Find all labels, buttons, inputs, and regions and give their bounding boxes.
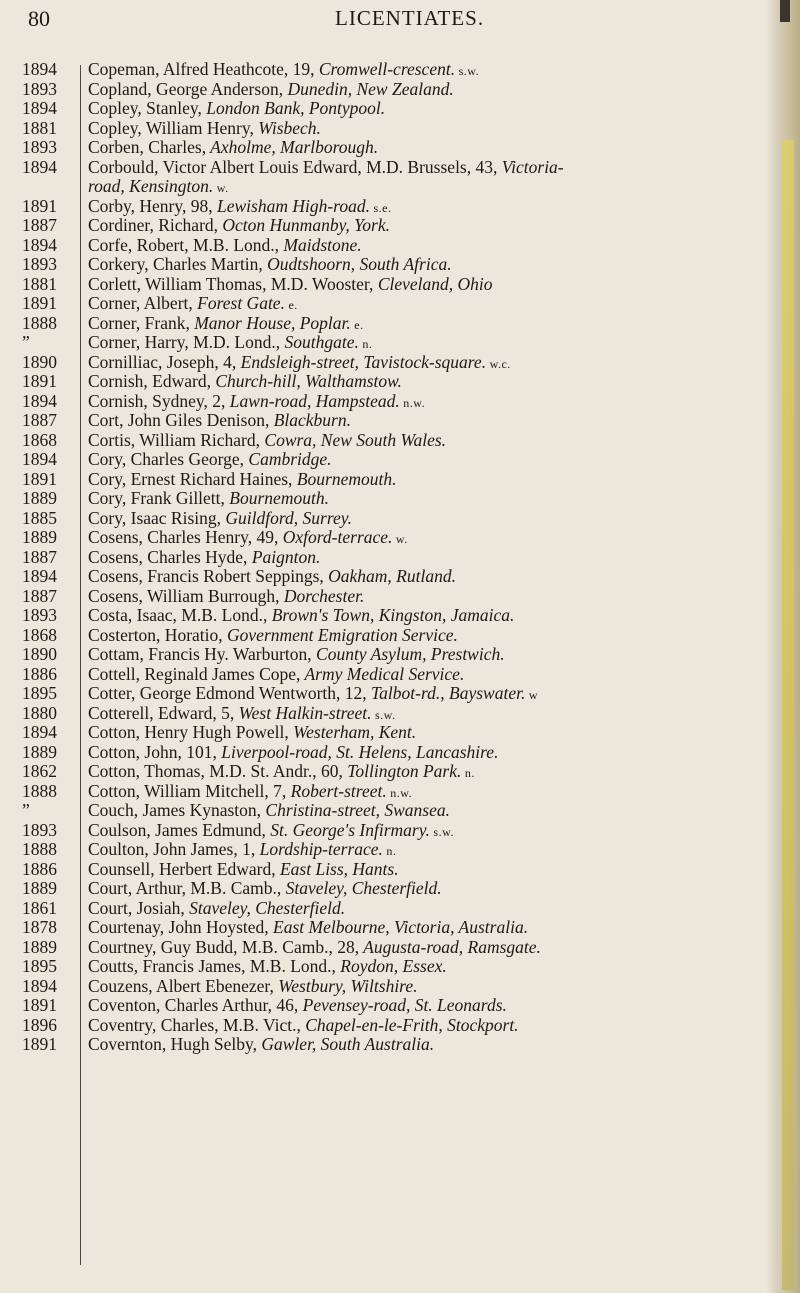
entry-name: Cort, John Giles Denison, [88,410,270,430]
entry-line [88,392,768,412]
entry-line [88,119,768,139]
entry-address: London Bank, Pontypool. [201,98,386,118]
entry-year: 1885 [22,507,57,528]
entry-address: Cowra, New South Wales. [260,429,447,450]
entry-year: 1893 [22,605,57,625]
entry-year: 1889 [22,878,57,898]
entry-line [88,782,768,802]
entry-line [88,762,768,782]
entry-year: 1894 [22,566,57,586]
entry-district: e. [350,317,364,332]
entry-line [88,899,768,919]
entry-address: Liverpool-road, St. Helens, Lancashire. [216,741,499,762]
entry-address: Christina-street, Swansea. [261,800,450,820]
entry-line [88,665,768,685]
entry-year: 1891 [22,195,57,216]
entry-name: Cory, Frank Gillett, [88,488,225,508]
entry-line [88,977,768,997]
entry-address: Lewisham High-road. [212,195,370,216]
entry-name: Cornilliac, Joseph, [88,351,219,372]
entry-name: Cosens, Francis Robert Seppings, [88,566,324,586]
entry-line [88,236,768,256]
entry-name: Copley, William Henry, [88,117,254,138]
entry-line [88,255,768,275]
entry-year: 1886 [22,663,57,684]
entry-line [88,372,768,392]
entry-name: Court, Arthur, M.B. Camb., [88,878,282,898]
entry-name: Couzens, Albert Ebenezer, [88,975,274,996]
entry-address: Victoria- [497,156,564,177]
entry-number: 7, [268,780,287,801]
entry-number: 4, [218,351,237,372]
entry-line [88,704,768,724]
entry-year: 1886 [22,858,57,879]
entry-number: 2, [207,390,226,411]
entry-year: 1889 [22,488,57,508]
entry-number: 5, [216,702,235,723]
entry-name: Cottam, Francis Hy. Warburton, [88,644,312,664]
entry-name: Cosens, Charles Henry, [88,527,253,547]
entry-address: road, Kensington. [88,176,214,196]
entry-year: 1881 [22,117,57,138]
entry-address: East Liss, Hants. [275,858,399,879]
entry-name: Coventry, Charles, M.B. Vict., [88,1014,301,1035]
entry-name: Cory, Ernest Richard Haines, [88,468,293,489]
entry-line [88,216,768,236]
entry-name: Court, Josiah, [88,897,185,918]
entry-year: 1862 [22,761,57,781]
entry-address: Dunedin, New Zealand. [283,78,454,99]
entry-line [88,860,768,880]
entry-name: Cory, Charles George, [88,449,245,469]
entry-name: Courtenay, John Hoysted, [88,917,269,937]
entry-name: Corbould, Victor Albert Louis Edward, M.D. Brussels, [88,156,472,177]
entry-year: 1861 [22,897,57,918]
entry-district: s.w. [429,824,454,839]
entry-year: 1894 [22,59,57,79]
entry-address: Southgate. [280,332,359,352]
entry-number: 12, [340,683,367,703]
entry-year: 1868 [22,624,57,645]
entry-line [88,918,768,938]
entry-year: 1894 [22,156,57,177]
entry-address: Oudtshoorn, South Africa. [262,254,452,274]
entry-year: 1890 [22,351,57,372]
entry-name: Cotton, Thomas, M.D. St. Andr., [88,761,317,781]
entry-name: Cosens, William Burrough, [88,585,280,606]
year-column [22,60,78,1055]
entry-line [88,528,768,548]
entry-name: Corner, Harry, M.D. Lond., [88,332,281,352]
entry-address: Manor House, Poplar. [189,312,351,333]
entry-year: 1888 [22,312,57,333]
entry-address: Cleveland, Ohio [373,273,493,294]
entry-address: County Asylum, Prestwich. [311,644,505,664]
entry-district: s.w. [371,707,396,722]
entry-name: Couch, James Kynaston, [88,800,262,820]
entry-address: Endsleigh-street, Tavistock-square. [236,351,487,372]
entry-district: n.w. [399,395,426,410]
entry-year: 1894 [22,234,57,255]
entry-year: ” [22,800,30,820]
entry-number: 28, [332,936,360,957]
entry-number: 49, [252,527,279,547]
entry-address: Brown's Town, Kingston, Jamaica. [267,605,515,625]
entry-address: Augusta-road, Ramsgate. [359,936,541,957]
entry-line [88,938,768,958]
entry-year: 1894 [22,449,57,469]
entry-number: 19, [288,59,315,79]
entry-year: ” [22,332,30,352]
entry-address: Cambridge. [244,449,332,469]
entry-year: 1893 [22,254,57,274]
entry-line [88,431,768,451]
entry-address: Staveley, Chesterfield. [184,897,346,918]
entry-name: Costa, Isaac, M.B. Lond., [88,605,268,625]
entry-name: Cornish, Sydney, [88,390,208,411]
page-edge-gilt [782,140,794,1290]
entry-name: Cotton, John, [88,741,182,762]
entry-year: 1888 [22,839,57,859]
entry-line [88,957,768,977]
entry-name: Courtney, Guy Budd, M.B. Camb., [88,936,333,957]
entry-district: w.c. [486,356,511,371]
entry-year: 1896 [22,1014,57,1035]
entry-line [88,743,768,763]
entry-name: Covernton, Hugh Selby, [88,1034,257,1054]
entry-line [88,177,768,197]
entry-name: Corner, Frank, [88,312,190,333]
entry-year: 1890 [22,644,57,664]
entry-line [88,450,768,470]
entry-year: 1889 [22,741,57,762]
page-edge-mark [780,0,790,22]
entry-line [88,801,768,821]
entry-line [88,470,768,490]
entry-address: Westbury, Wiltshire. [273,975,418,996]
entry-year: 1888 [22,780,57,801]
entry-line [88,333,768,353]
entry-address: Lordship-terrace. [255,839,383,859]
entry-address: Westerham, Kent. [288,722,417,742]
entry-line [88,158,768,178]
entry-address: Guildford, Surrey. [221,507,352,528]
entry-name: Cory, Isaac Rising, [88,507,222,528]
entry-name: Cotton, Henry Hugh Powell, [88,722,289,742]
entry-line [88,197,768,217]
entry-line [88,879,768,899]
entry-address: Army Medical Service. [300,663,465,684]
entry-name: Cordiner, Richard, [88,215,219,235]
entry-year: 1891 [22,293,57,313]
entry-year [22,177,78,197]
entry-line [88,587,768,607]
entry-address: Talbot-rd., Bayswater. [366,683,526,703]
entry-district: n. [358,337,373,351]
column-divider [80,65,81,1265]
entry-address: Blackburn. [269,410,351,430]
entry-address: Octon Hunmanby, York. [218,215,390,235]
entry-year: 1889 [22,936,57,957]
entry-year: 1891 [22,1034,57,1054]
entry-address: Gawler, South Australia. [257,1034,435,1054]
entry-number: 98, [186,195,213,216]
entry-district: w. [213,181,229,195]
entry-line [88,548,768,568]
entry-line [88,1016,768,1036]
entry-name: Copley, Stanley, [88,98,202,118]
entry-address: Forest Gate. [192,293,285,313]
entry-name: Counsell, Herbert Edward, [88,858,276,879]
entry-line [88,353,768,373]
entry-address: Chapel-en-le-Frith, Stockport. [300,1014,519,1035]
entry-name: Costerton, Horatio, [88,624,223,645]
entry-name: Corben, Charles, [88,137,207,157]
entry-year: 1893 [22,819,57,840]
entry-district: n.w. [386,785,413,800]
entry-address: Bournemouth. [224,488,329,508]
entry-line [88,840,768,860]
entry-name: Coulson, James Edmund, [88,819,266,840]
entry-name: Coventon, Charles Arthur, [88,995,272,1015]
entry-year: 1868 [22,429,57,450]
entry-name: Copeman, Alfred Heathcote, [88,59,289,79]
entry-line [88,489,768,509]
entry-line [88,626,768,646]
entry-name: Copland, George Anderson, [88,78,284,99]
entry-address: East Melbourne, Victoria, Australia. [268,917,529,937]
entry-year: 1887 [22,410,57,430]
entry-address: Roydon, Essex. [335,956,447,976]
entry-address: Church-hill, Walthamstow. [210,371,402,391]
entry-address: Dorchester. [279,585,365,606]
entry-number: 1, [237,839,256,859]
entry-year: 1894 [22,722,57,742]
entry-name: Cotterell, Edward, [88,702,217,723]
entries-column [88,60,768,1055]
entry-name: Cotton, William Mitchell, [88,780,269,801]
page-number: 80 [28,6,50,31]
entry-year: 1887 [22,546,57,567]
entry-name: Corby, Henry, [88,195,187,216]
entry-address: Axholme, Marlborough. [206,137,379,157]
entry-line [88,138,768,158]
entry-line [88,684,768,704]
entry-line [88,645,768,665]
entry-district: n. [382,844,397,858]
entry-name: Cottell, Reginald James Cope, [88,663,301,684]
entry-number: 46, [272,995,299,1015]
entry-year: 1895 [22,683,57,703]
entry-name: Coulton, John James, [88,839,238,859]
entry-year: 1893 [22,78,57,99]
entry-year: 1893 [22,137,57,157]
entry-number: 101, [181,741,217,762]
entry-address: Robert-street. [286,780,387,801]
entry-address: Wisbech. [253,117,321,138]
entry-year: 1881 [22,273,57,294]
entry-district: n. [461,766,475,780]
entry-district: s.w. [455,64,480,78]
entry-year: 1889 [22,527,57,547]
entry-name: Cortis, William Richard, [88,429,261,450]
entry-line [88,509,768,529]
entry-line [88,606,768,626]
entry-name: Cornish, Edward, [88,371,211,391]
entry-district: s.e. [369,200,392,215]
entry-name: Cotter, George Edmond Wentworth, [88,683,341,703]
entry-district: w. [392,532,408,546]
entry-name: Corlett, William Thomas, M.D. Wooster, [88,273,374,294]
entry-year: 1887 [22,585,57,606]
entry-line [88,723,768,743]
entry-line [88,275,768,295]
entry-line [88,567,768,587]
entry-address: Maidstone. [279,234,362,255]
entry-name: Coutts, Francis James, M.B. Lond., [88,956,336,976]
entry-address: Bournemouth. [292,468,397,489]
entry-line [88,60,768,80]
entry-line [88,99,768,119]
entry-district: w [525,688,538,702]
entry-year: 1891 [22,995,57,1015]
entry-name: Cosens, Charles Hyde, [88,546,248,567]
entry-address: Staveley, Chesterfield. [281,878,442,898]
entry-year: 1894 [22,390,57,411]
entry-line [88,294,768,314]
entry-name: Corner, Albert, [88,293,193,313]
entry-district: e. [284,298,298,312]
entry-address: Oxford-terrace. [278,527,393,547]
entry-address: West Halkin-street. [234,702,372,723]
entry-year: 1895 [22,956,57,976]
entry-address: Tollington Park. [342,761,462,781]
entry-number: 60, [316,761,343,781]
entry-line [88,1035,768,1055]
entry-address: Pevensey-road, St. Leonards. [298,995,507,1015]
entry-name: Corkery, Charles Martin, [88,254,263,274]
entry-address: Government Emigration Service. [222,624,458,645]
entry-address: Cromwell-crescent. [314,59,456,79]
entry-address: Oakham, Rutland. [323,566,456,586]
entry-name: Corfe, Robert, M.B. Lond., [88,234,280,255]
entry-line [88,821,768,841]
entry-address: St. George's Infirmary. [265,819,430,840]
entry-year: 1894 [22,98,57,118]
entry-address: Paignton. [247,546,321,567]
entry-number: 43, [471,156,498,177]
entry-year: 1894 [22,975,57,996]
running-title: LICENTIATES. [335,6,485,30]
entry-year: 1891 [22,468,57,489]
entry-line [88,80,768,100]
entry-address: Lawn-road, Hampstead. [225,390,400,411]
entry-year: 1880 [22,702,57,723]
entry-year: 1891 [22,371,57,391]
entry-year: 1878 [22,917,57,937]
entry-year: 1887 [22,215,57,235]
entry-line [88,411,768,431]
entry-line [88,314,768,334]
entry-line [88,996,768,1016]
